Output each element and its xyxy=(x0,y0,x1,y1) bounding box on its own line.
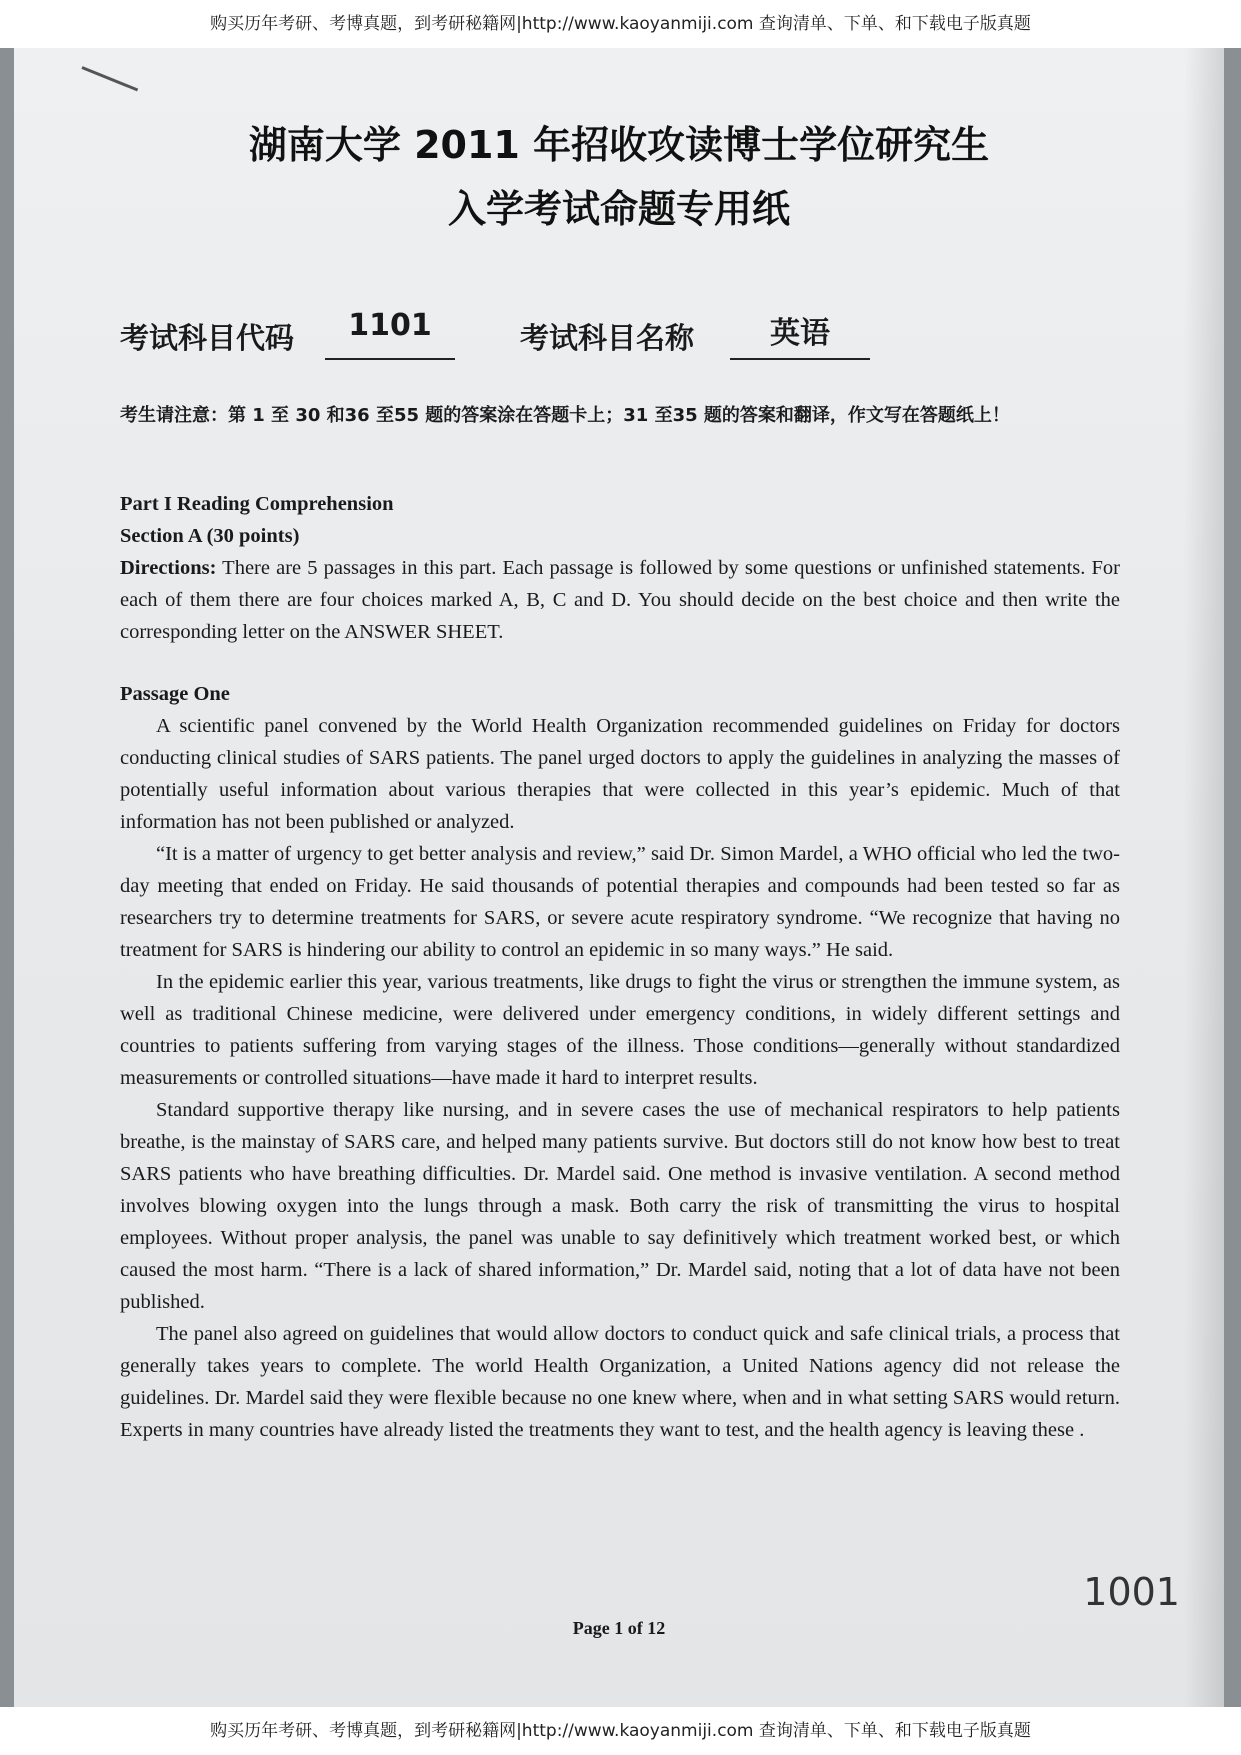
watermark-bottom: 购买历年考研、考博真题，到考研秘籍网|http://www.kaoyanmiji.com 查询清单、下单、和下载电子版真题 xyxy=(0,1707,1241,1755)
handwritten-code: 1001 xyxy=(1083,1570,1180,1614)
passage-title: Passage One xyxy=(120,683,230,705)
directions-label: Directions: xyxy=(120,557,217,579)
watermark-top: 购买历年考研、考博真题，到考研秘籍网|http://www.kaoyanmiji.com 查询清单、下单、和下载电子版真题 xyxy=(0,0,1241,48)
directions-text: There are 5 passages in this part. Each passage is followed by some questions or unfinished statements. For each of them there are four choices marked A, B, C and D. You should decide on the best choice and then write the corresponding letter on the ANSWER SHEET. xyxy=(120,557,1120,643)
section-title: Section A (30 points) xyxy=(120,525,300,547)
subject-code-label: 考试科目代码 xyxy=(120,321,295,355)
part-title: Part I Reading Comprehension xyxy=(120,493,394,515)
subject-code-value: 1101 xyxy=(325,308,455,360)
passage-paragraph: “It is a matter of urgency to get better analysis and review,” said Dr. Simon Mardel, a WHO official who led the two-day meeting that ended on Friday. He said thousands of potential therapies and compounds had been tested so far as researchers try to determine treatments for SARS, or severe acute respiratory syndrome. “We recognize that having no treatment for SARS is hindering our ability to control an epidemic in so many ways.” He said. xyxy=(120,843,1120,961)
paper-edge-shadow xyxy=(1184,48,1224,1707)
directions xyxy=(120,552,1120,648)
passage-paragraph: Standard supportive therapy like nursing, and in severe cases the use of mechanical respirators to help patients breathe, is the mainstay of SARS care, and helped many patients survive. But doctors still do not know how best to treat SARS patients who have breathing difficulties. Dr. Mardel said. One method is invasive ventilation. A second method involves blowing oxygen into the lungs through a mask. Both carry the risk of transmitting the virus to hospital employees. Without proper analysis, the panel was unable to say definitively which treatment worked best, or which caused the most harm. “There is a lack of shared information,” Dr. Mardel said, noting that a lot of data have not been published. xyxy=(120,1099,1120,1313)
subject-name-value: 英语 xyxy=(730,308,870,360)
passage-paragraph: A scientific panel convened by the World Health Organization recommended guidelines on Friday for doctors conducting clinical studies of SARS patients. The panel urged doctors to apply the guidelines in analyzing the masses of potentially useful information about various therapies that were collected in this year’s epidemic. Much of that information has not been published or analyzed. xyxy=(120,715,1120,833)
exam-body xyxy=(120,488,1120,1446)
passage-paragraph: The panel also agreed on guidelines that would allow doctors to conduct quick and safe clinical trials, a process that generally takes years to complete. The world Health Organization, a United Nations agency did not release the guidelines. Dr. Mardel said they were flexible because no one knew where, when and in what setting SARS would return. Experts in many countries have already listed the treatments they want to test, and the health agency is leaving these . xyxy=(120,1323,1120,1441)
candidate-notice: 考生请注意：第 1 至 30 和36 至55 题的答案涂在答题卡上；31 至35 题的答案和翻译，作文写在答题纸上！ xyxy=(120,405,1010,426)
subject-name-label: 考试科目名称 xyxy=(520,321,695,355)
passage-paragraph: In the epidemic earlier this year, various treatments, like drugs to fight the virus or strengthen the immune system, as well as traditional Chinese medicine, were delivered under emergency conditions, in widely different settings and countries to patients suffering from varying stages of the illness. Those conditions—generally without standardized measurements or controlled situations—have made it hard to interpret results. xyxy=(120,971,1120,1089)
exam-title-line2: 入学考试命题专用纸 xyxy=(447,187,790,231)
subject-row xyxy=(120,306,980,366)
exam-title-line1: 湖南大学 2011 年招收攻读博士学位研究生 xyxy=(248,123,990,167)
pen-stroke-mark xyxy=(81,66,138,91)
exam-paper xyxy=(14,48,1224,1707)
page-number: Page 1 of 12 xyxy=(572,1618,666,1638)
